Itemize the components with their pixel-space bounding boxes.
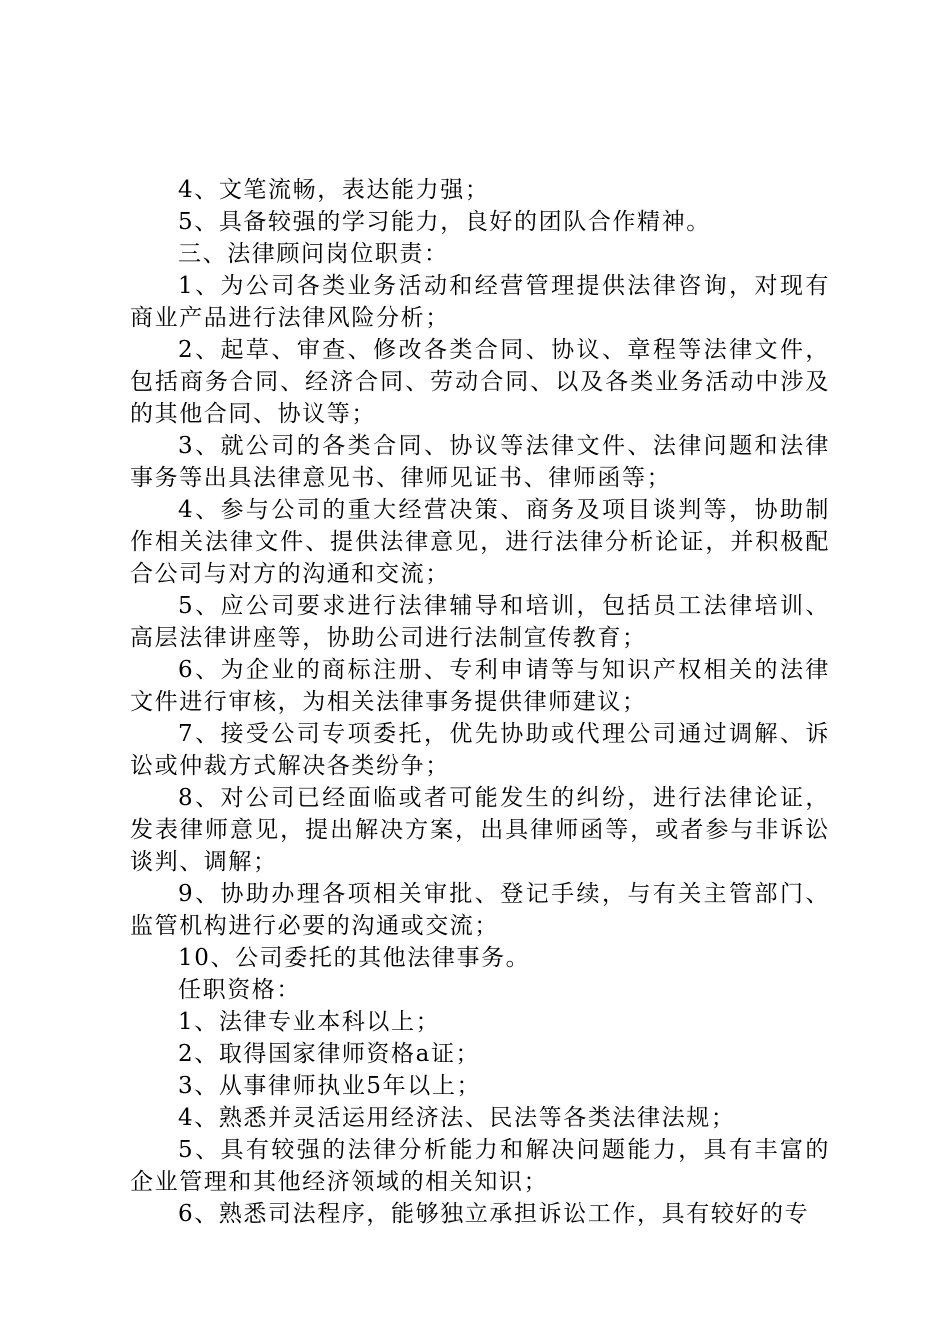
paragraph-duty-3: 3、就公司的各类合同、协议等法律文件、法律问题和法律事务等出具法律意见书、律师见证书、律师函等； (130, 433, 830, 491)
paragraph-qualification-3: 3、从事律师执业5年以上； (178, 1073, 482, 1099)
paragraph-qualification-5: 5、具有较强的法律分析能力和解决问题能力，具有丰富的企业管理和其他经济领域的相关知识； (130, 1137, 830, 1195)
document-body (130, 174, 830, 1230)
paragraph-duty-4: 4、参与公司的重大经营决策、商务及项目谈判等，协助制作相关法律文件、提供法律意见，进行法律分析论证，并积极配合公司与对方的沟通和交流； (130, 497, 830, 587)
paragraph-duty-7: 7、接受公司专项委托，优先协助或代理公司通过调解、诉讼或仲裁方式解决各类纷争； (130, 721, 830, 779)
paragraph-duty-1: 1、为公司各类业务活动和经营管理提供法律咨询，对现有商业产品进行法律风险分析； (130, 273, 830, 331)
paragraph-duty-2: 2、起草、审查、修改各类合同、协议、章程等法律文件，包括商务合同、经济合同、劳动合同、以及各类业务活动中涉及的其他合同、协议等； (130, 337, 830, 427)
paragraph-qualification-4: 4、熟悉并灵活运用经济法、民法等各类法律法规； (178, 1105, 736, 1131)
section-heading-duties: 三、法律顾问岗位职责： (178, 241, 449, 267)
paragraph-qualification-1: 1、法律专业本科以上； (178, 1009, 441, 1035)
paragraph-requirement-5: 5、具备较强的学习能力，良好的团队合作精神。 (178, 209, 711, 235)
paragraph-duty-6: 6、为企业的商标注册、专利申请等与知识产权相关的法律文件进行审核，为相关法律事务提供律师建议； (130, 657, 830, 715)
paragraph-duty-5: 5、应公司要求进行法律辅导和培训，包括员工法律培训、高层法律讲座等，协助公司进行法制宣传教育； (130, 593, 830, 651)
section-heading-qualifications: 任职资格： (178, 977, 301, 1003)
paragraph-qualification-2: 2、取得国家律师资格a证； (178, 1041, 481, 1067)
paragraph-requirement-4: 4、文笔流畅，表达能力强； (178, 177, 490, 203)
paragraph-qualification-6: 6、熟悉司法程序，能够独立承担诉讼工作，具有较好的专 (178, 1201, 810, 1227)
paragraph-duty-8: 8、对公司已经面临或者可能发生的纠纷，进行法律论证，发表律师意见，提出解决方案，出具律师函等，或者参与非诉讼谈判、调解； (130, 785, 830, 875)
paragraph-duty-10: 10、公司委托的其他法律事务。 (178, 945, 531, 971)
paragraph-duty-9: 9、协助办理各项相关审批、登记手续，与有关主管部门、监管机构进行必要的沟通或交流； (130, 881, 830, 939)
